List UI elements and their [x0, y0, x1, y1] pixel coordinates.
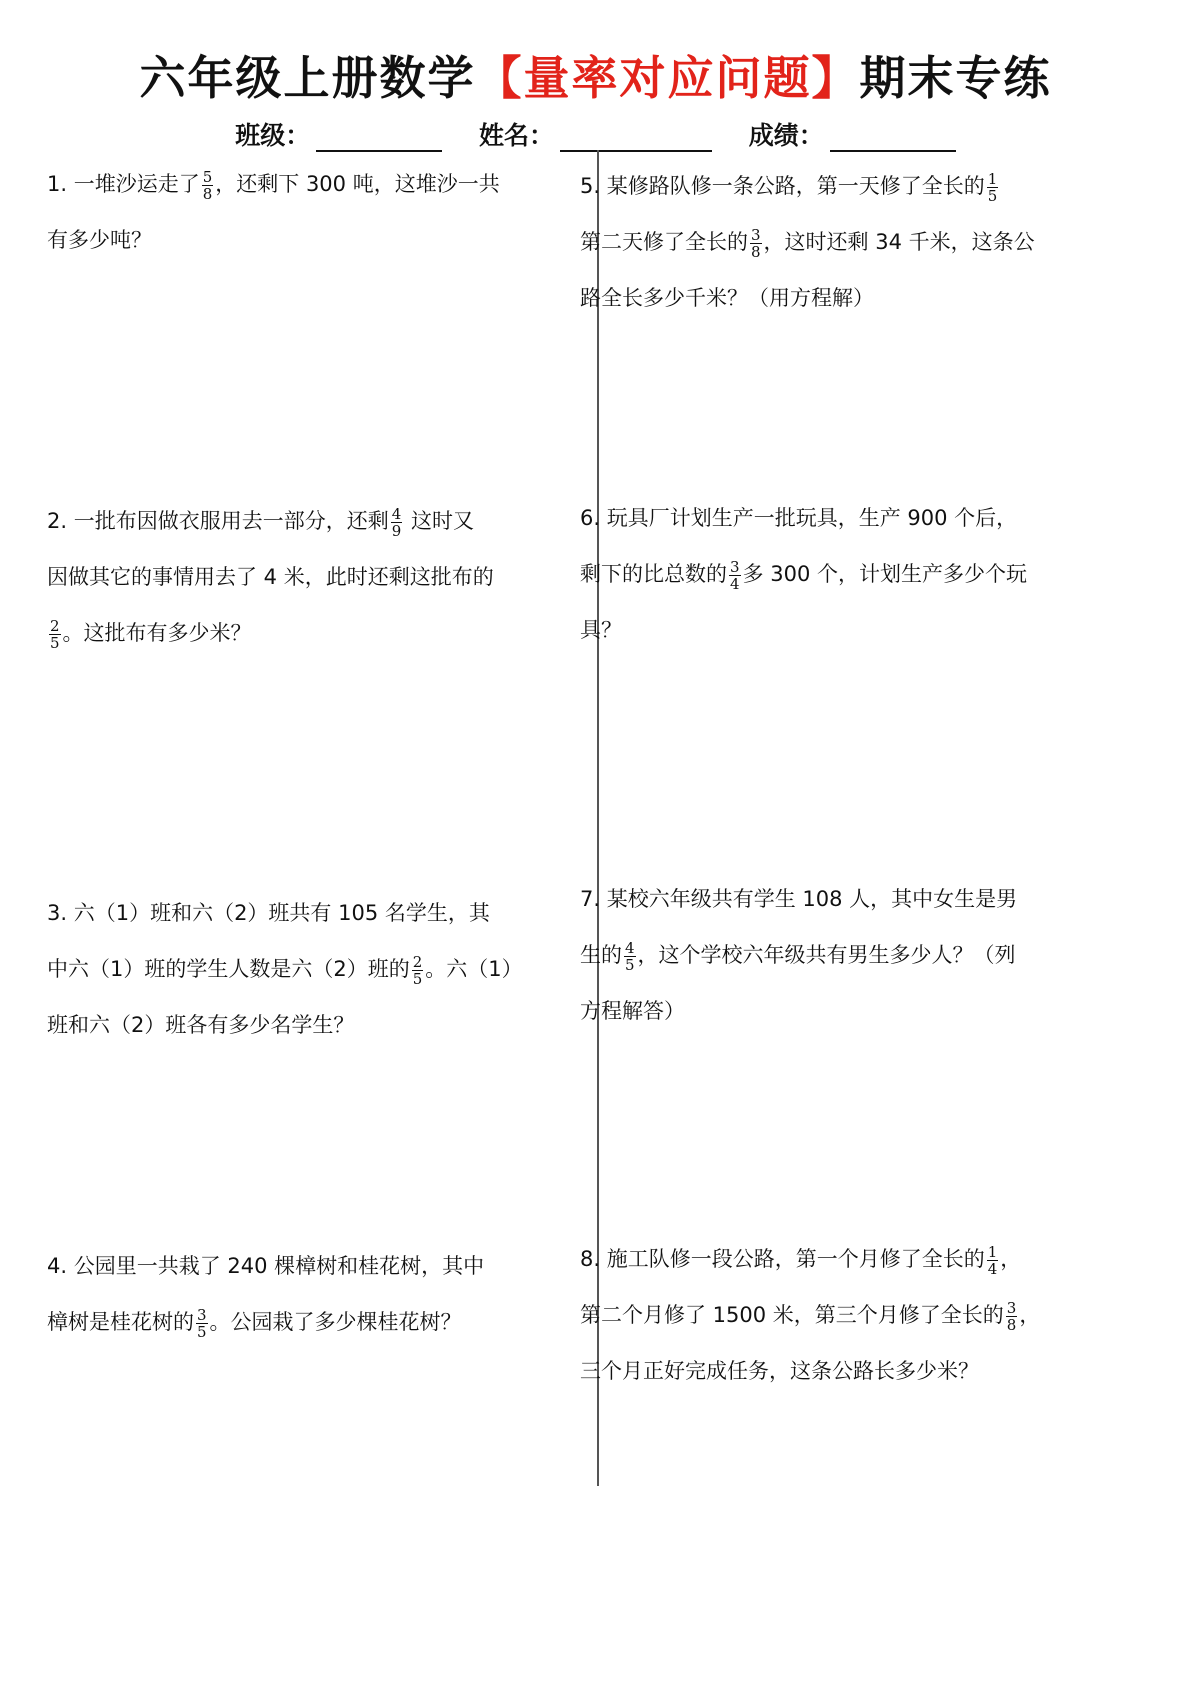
question-line: [580, 927, 1120, 983]
title-topic: 【量率对应问题】: [475, 51, 860, 105]
fraction-numerator: 3: [730, 557, 740, 576]
question-text: ，还剩下 300 吨，这堆沙一共: [215, 172, 500, 196]
question-line: [580, 546, 1120, 602]
question-text: 生的: [580, 943, 622, 967]
question-6: [580, 490, 1120, 658]
score-blank[interactable]: [830, 124, 956, 152]
question-text: 4. 公园里一共栽了 240 棵樟树和桂花树，其中: [47, 1254, 485, 1278]
fraction-numerator: 3: [1006, 1298, 1017, 1317]
question-text: 8. 施工队修一段公路，第一个月修了全长的: [580, 1247, 985, 1271]
question-text: 班和六（2）班各有多少名学生？: [47, 1013, 355, 1037]
fraction: [391, 506, 403, 539]
question-line: [47, 549, 587, 605]
score-label: 成绩：: [748, 121, 824, 150]
fraction-numerator: 4: [625, 938, 635, 957]
title-prefix: 六年级上册数学: [139, 51, 476, 105]
question-line: [580, 214, 1120, 270]
question-line: [47, 493, 587, 549]
question-2: [47, 493, 587, 661]
question-line: [47, 997, 587, 1053]
question-line: [580, 490, 1120, 546]
question-line: [580, 1343, 1120, 1399]
question-text: 多 300 个，计划生产多少个玩: [742, 562, 1027, 586]
question-4: [47, 1238, 587, 1350]
question-line: [580, 158, 1120, 214]
question-text: 有多少吨？: [47, 228, 152, 252]
question-text: 这时又: [404, 509, 474, 533]
question-line: [47, 605, 587, 661]
fraction: [49, 618, 61, 651]
fraction-denominator: 5: [197, 1322, 207, 1341]
question-text: 中六（1）班的学生人数是六（2）班的: [47, 957, 410, 981]
name-label: 姓名：: [478, 121, 554, 150]
fraction-denominator: 8: [751, 242, 761, 261]
student-info-row: [0, 116, 1191, 152]
question-line: [580, 871, 1120, 927]
question-text: 剩下的比总数的: [580, 562, 727, 586]
fraction-denominator: 9: [391, 521, 402, 540]
question-line: [580, 1287, 1120, 1343]
fraction: [412, 954, 424, 987]
question-text: ，这时还剩 34 千米，这条公: [763, 230, 1035, 254]
question-text: 。六（1）: [425, 957, 523, 981]
fraction: [196, 1307, 208, 1340]
question-text: 三个月正好完成任务，这条公路长多少米？: [580, 1359, 979, 1383]
question-1: [47, 156, 587, 268]
fraction-denominator: 5: [625, 955, 635, 974]
question-text: 。公园栽了多少棵桂花树？: [209, 1310, 462, 1334]
fraction-denominator: 4: [987, 1259, 998, 1278]
fraction-numerator: 3: [751, 225, 761, 244]
question-7: [580, 871, 1120, 1039]
fraction-numerator: 5: [202, 167, 213, 186]
fraction-numerator: 1: [987, 169, 998, 188]
question-text: 第二天修了全长的: [580, 230, 748, 254]
class-field[interactable]: [235, 116, 442, 152]
question-line: [580, 1231, 1120, 1287]
fraction-denominator: 8: [1006, 1315, 1017, 1334]
question-line: [47, 1294, 587, 1350]
question-text: 。这批布有多少米？: [62, 621, 252, 645]
question-text: ，: [1019, 1303, 1041, 1327]
fraction-numerator: 2: [50, 616, 60, 635]
question-line: [47, 941, 587, 997]
fraction-denominator: 8: [202, 184, 213, 203]
fraction: [987, 1244, 999, 1277]
question-text: 因做其它的事情用去了 4 米，此时还剩这批布的: [47, 565, 494, 589]
name-blank[interactable]: [560, 124, 712, 152]
fraction-denominator: 5: [412, 969, 423, 988]
score-field[interactable]: [749, 116, 956, 152]
question-text: 3. 六（1）班和六（2）班共有 105 名学生，其: [47, 901, 490, 925]
question-text: 6. 玩具厂计划生产一批玩具，生产 900 个后，: [580, 506, 1018, 530]
question-text: 具？: [580, 618, 622, 642]
fraction: [202, 169, 214, 202]
fraction: [1006, 1300, 1018, 1333]
class-label: 班级：: [235, 121, 311, 150]
question-line: [47, 885, 587, 941]
question-line: [47, 1238, 587, 1294]
question-text: 5. 某修路队修一条公路，第一天修了全长的: [580, 174, 985, 198]
fraction-denominator: 5: [987, 186, 998, 205]
fraction-numerator: 3: [197, 1305, 207, 1324]
fraction-numerator: 2: [412, 952, 423, 971]
fraction-numerator: 1: [987, 1242, 998, 1261]
question-text: 1. 一堆沙运走了: [47, 172, 200, 196]
question-line: [580, 983, 1120, 1039]
question-text: 2. 一批布因做衣服用去一部分，还剩: [47, 509, 389, 533]
question-3: [47, 885, 587, 1053]
fraction: [750, 227, 762, 260]
question-text: 方程解答）: [580, 999, 685, 1023]
question-line: [580, 270, 1120, 326]
fraction-denominator: 4: [730, 574, 740, 593]
class-blank[interactable]: [316, 124, 442, 152]
fraction: [987, 171, 999, 204]
question-line: [47, 156, 587, 212]
question-text: 路全长多少千米？（用方程解）: [580, 286, 874, 310]
question-5: [580, 158, 1120, 326]
question-8: [580, 1231, 1120, 1399]
title-suffix: 期末专练: [859, 51, 1052, 105]
question-text: 第二个月修了 1500 米，第三个月修了全长的: [580, 1303, 1004, 1327]
name-field[interactable]: [479, 116, 712, 152]
question-text: 7. 某校六年级共有学生 108 人，其中女生是男: [580, 887, 1018, 911]
question-line: [47, 212, 587, 268]
page-title: [0, 42, 1191, 108]
question-text: ，: [1000, 1247, 1022, 1271]
question-text: 樟树是桂花树的: [47, 1310, 194, 1334]
fraction-numerator: 4: [391, 504, 402, 523]
question-text: ，这个学校六年级共有男生多少人？（列: [637, 943, 1016, 967]
fraction: [729, 559, 741, 592]
fraction-denominator: 5: [50, 633, 60, 652]
fraction: [624, 940, 636, 973]
question-line: [580, 602, 1120, 658]
